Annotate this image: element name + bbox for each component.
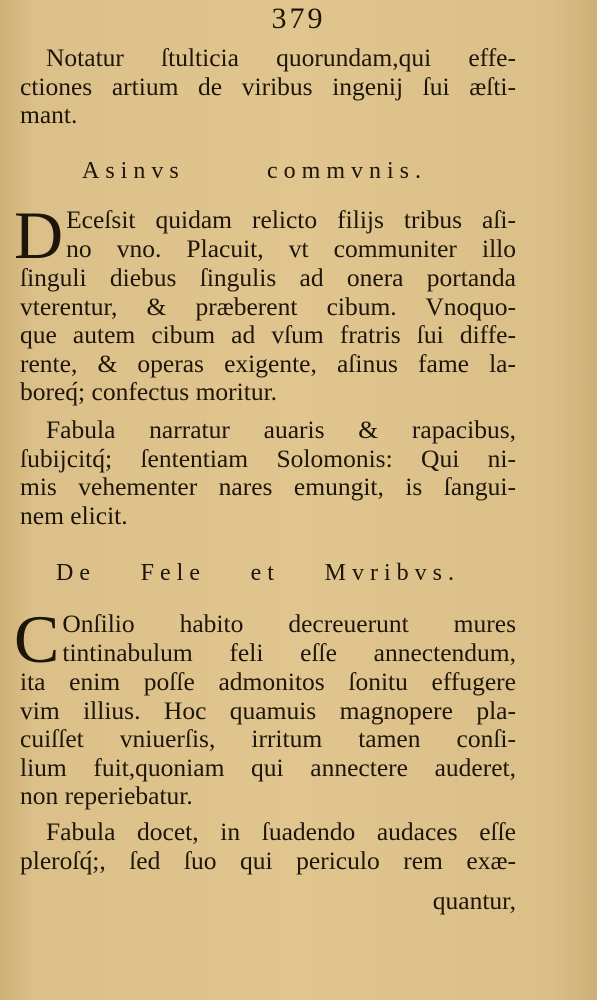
text-line: vterentur, & præberent cibum. Vnoquo- [20,291,516,321]
text-line: cuiſſet vniuerſis, irritum tamen conſi- [20,724,516,753]
text-line: Fabula docet, in ſuadendo audaces eſſe [46,817,516,846]
text-line: que autem cibum ad vſum fratris ſui diffe- [20,320,516,349]
text-line: pleroſq́;, ſed ſuo qui periculo rem exæ- [20,845,516,875]
moral-fele [20,818,516,916]
fable-body-asinus [14,197,516,407]
text-line: no vno. Placuit, vt communiter illo [66,233,516,263]
text-line: boreq́; confectus moritur. [20,377,278,406]
text-line: Onſilio habito decreuerunt mures [62,609,516,638]
catchword: quantur, [432,886,516,915]
page-number: 379 [271,2,326,35]
drop-cap: D [14,197,64,273]
text-line: ita enim poſſe admonitos ſonitu effugere [20,667,516,696]
text-line: lium fuit,quoniam qui annectere auderet, [20,752,516,782]
text-line: mant. [20,100,78,129]
text-line: ſinguli diebus ſingulis ad onera portanda [20,263,516,292]
text-line: Eceſsit quidam relicto filijs tribus aſi- [66,205,516,234]
text-line: vim illius. Hoc quamuis magnopere pla- [20,695,516,725]
fable-body-fele [14,601,516,811]
text-line: rente, & operas exigente, aſinus fame la- [20,348,516,378]
text-line: nem elicit. [20,500,128,530]
fable-title-fele: De Fele et Mvribvs. [56,560,460,586]
text-line: non reperiebatur. [20,781,193,810]
text-line: ctiones artium de viribus ingenij ſui æſti- [20,71,516,101]
text-line: tintinabulum feli eſſe annectendum, [62,637,516,667]
text-line: mis vehementer nares emungit, is ſangui- [20,472,516,501]
drop-cap: C [14,601,60,677]
text-line: Notatur ſtulticia quorundam,qui effe- [46,43,516,72]
intro-paragraph [20,44,516,130]
moral-asinus [20,416,516,530]
text-line: ſubijcitq́; ſententiam Solomonis: Qui ni- [20,443,516,473]
fable-title-asinus: Asinvs commvnis. [82,158,427,184]
text-line: Fabula narratur auaris & rapacibus, [46,415,516,444]
